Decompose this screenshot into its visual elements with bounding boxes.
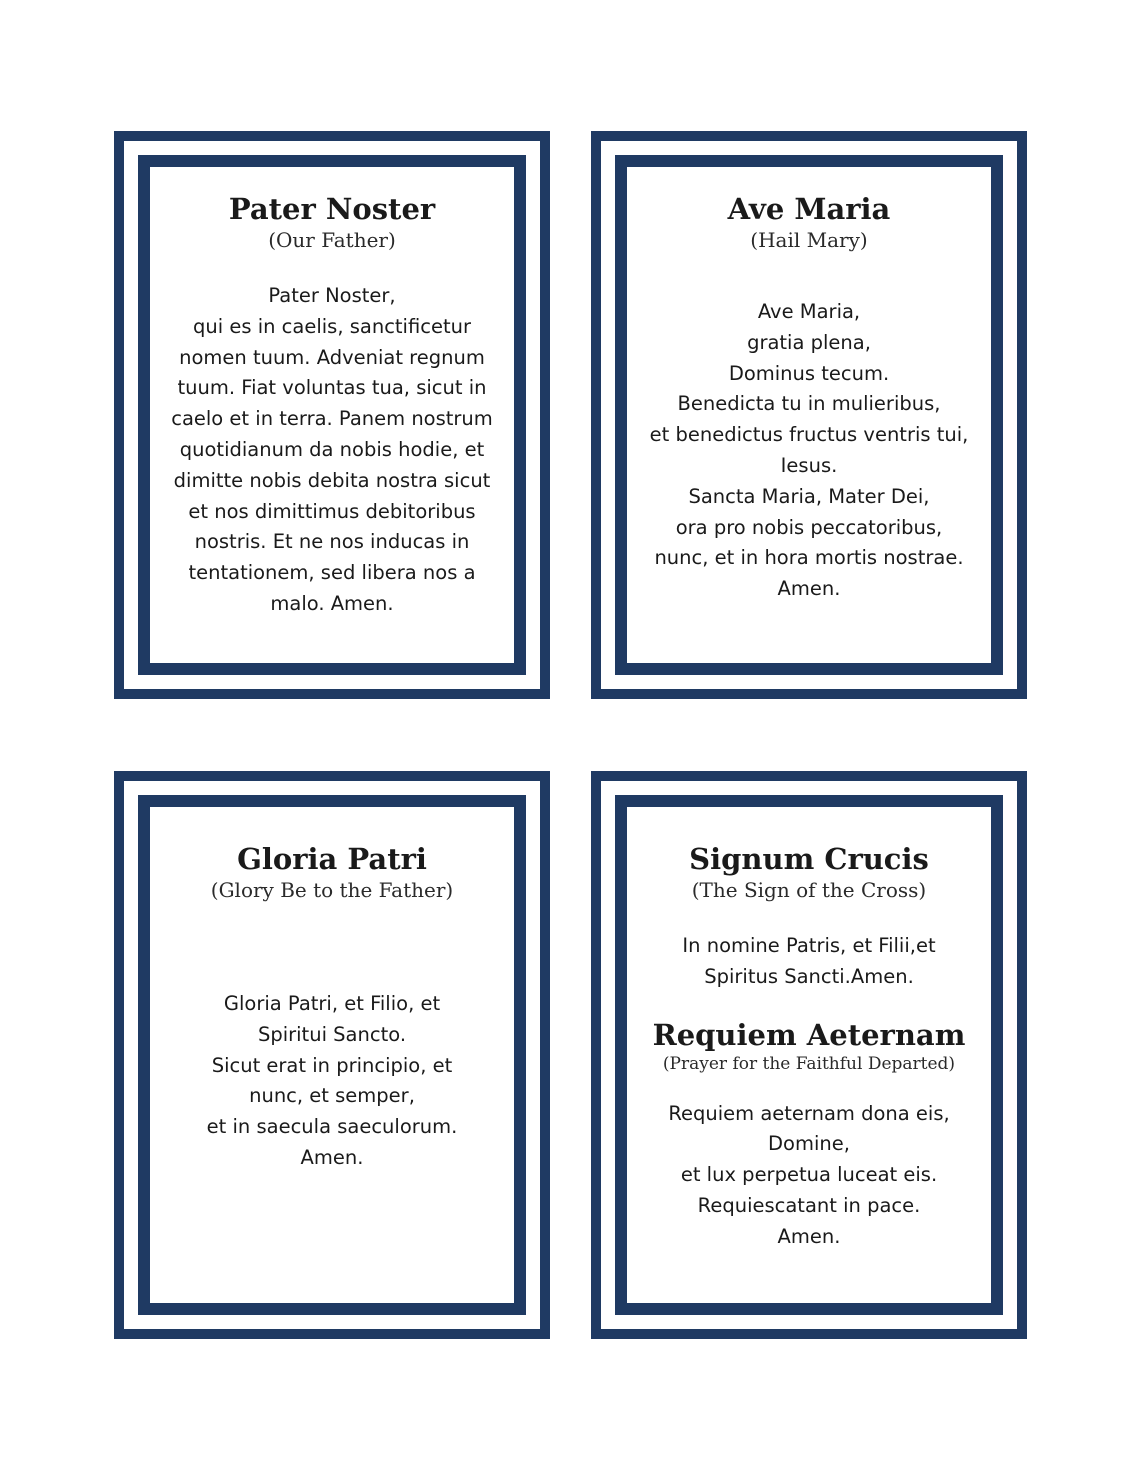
card-inner-frame — [138, 795, 526, 1315]
card-second-title: Requiem Aeternam — [652, 1017, 966, 1052]
card-subtitle: (Glory Be to the Father) — [210, 878, 454, 902]
card-inner-frame — [138, 155, 526, 675]
card-second-subtitle: (Prayer for the Faithful Departed) — [662, 1053, 956, 1074]
card-title: Ave Maria — [727, 192, 891, 226]
card-inner-frame — [615, 795, 1003, 1315]
prayer-card-ave-maria — [591, 131, 1027, 699]
prayer-card-gloria-patri — [114, 771, 550, 1339]
prayer-card-pater-noster — [114, 131, 550, 699]
prayer-text: Gloria Patri, et Filio, et Spiritui Sancto. Sicut erat in principio, et nunc, et semper, et in saecula saeculorum. Amen. — [206, 992, 458, 1169]
card-subtitle: (Our Father) — [268, 228, 396, 252]
prayer-text: Pater Noster, qui es in caelis, sanctificetur nomen tuum. Adveniat regnum tuum. Fiat voluntas tua, sicut in caelo et in terra. Panem nostrum quotidianum da nobis hodie, et dimitte nobis debita nostra sicut et nos dimittimus debitoribus nostris. Et ne nos inducas in tentationem, sed libera nos a malo. Amen. — [171, 284, 493, 615]
prayer-text: In nomine Patris, et Filii,et Spiritus Sancti.Amen. — [682, 934, 936, 988]
card-title: Pater Noster — [228, 192, 436, 226]
second-prayer-text: Requiem aeternam dona eis, Domine, et lux perpetua luceat eis. Requiescatant in pace. Amen. — [668, 1101, 950, 1248]
card-inner-frame — [615, 155, 1003, 675]
card-title: Gloria Patri — [237, 842, 427, 876]
prayer-text: Ave Maria, gratia plena, Dominus tecum. Benedicta tu in mulieribus, et benedictus fructus ventris tui, Iesus. Sancta Maria, Mater Dei, ora pro nobis peccatoribus, nunc, et in hora mortis nostrae. Amen. — [649, 300, 969, 601]
card-subtitle: (Hail Mary) — [750, 228, 868, 252]
prayer-card-signum-crucis — [591, 771, 1027, 1339]
card-subtitle: (The Sign of the Cross) — [691, 878, 927, 902]
card-title: Signum Crucis — [689, 842, 929, 876]
